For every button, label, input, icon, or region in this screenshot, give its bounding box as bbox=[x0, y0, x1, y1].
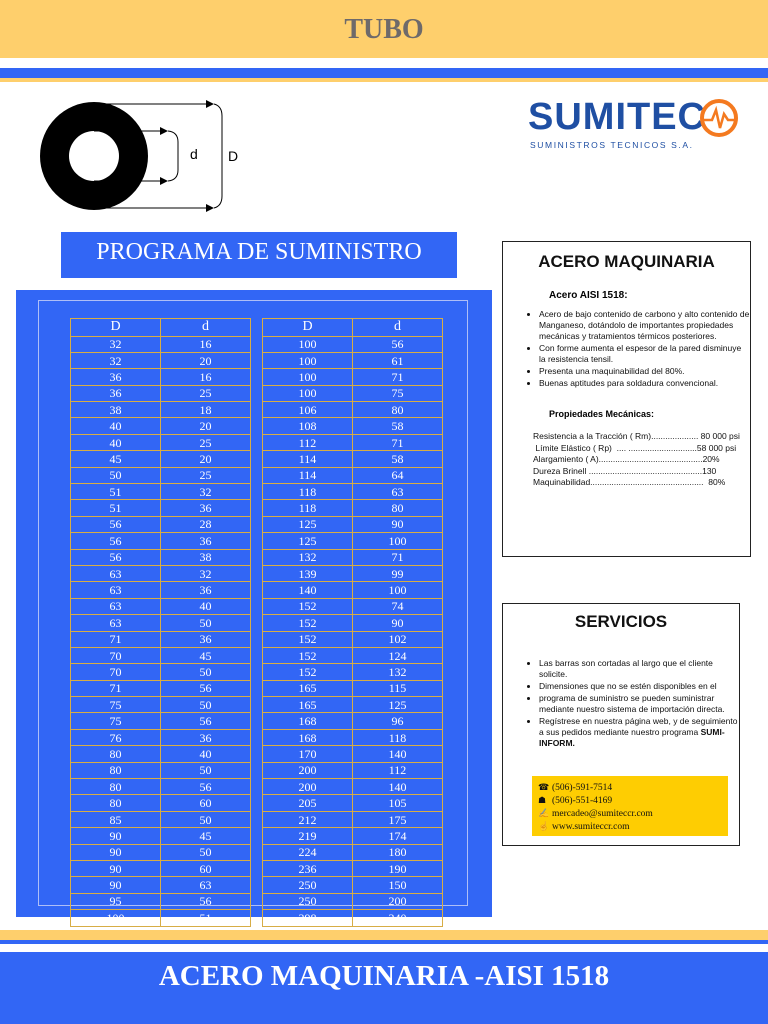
contact-row[interactable] bbox=[538, 821, 629, 832]
cell-inner-diameter: 25 bbox=[161, 467, 251, 483]
cell-inner-diameter: 58 bbox=[353, 451, 443, 467]
table-row bbox=[71, 385, 251, 401]
acero-bullet: • Buenas aptitudes para soldadura convencional. bbox=[539, 378, 750, 389]
cell-inner-diameter: 50 bbox=[161, 762, 251, 778]
cell-inner-diameter: 80 bbox=[353, 500, 443, 516]
cell-inner-diameter: 200 bbox=[353, 893, 443, 909]
cell-outer-diameter: 106 bbox=[263, 402, 353, 418]
cell-outer-diameter: 114 bbox=[263, 467, 353, 483]
cell-outer-diameter: 165 bbox=[263, 697, 353, 713]
cell-outer-diameter: 100 bbox=[263, 352, 353, 368]
cell-inner-diameter: 125 bbox=[353, 697, 443, 713]
table-row bbox=[71, 598, 251, 614]
cell-outer-diameter: 168 bbox=[263, 729, 353, 745]
cell-inner-diameter: 50 bbox=[161, 811, 251, 827]
table-row bbox=[71, 467, 251, 483]
table-row bbox=[71, 484, 251, 500]
cell-outer-diameter: 250 bbox=[263, 893, 353, 909]
cell-inner-diameter: 60 bbox=[161, 795, 251, 811]
table-row bbox=[263, 877, 443, 893]
props-title: Propiedades Mecánicas: bbox=[549, 409, 655, 419]
cell-inner-diameter: 56 bbox=[161, 779, 251, 795]
cell-outer-diameter: 90 bbox=[71, 828, 161, 844]
footer-stripe-gold bbox=[0, 930, 768, 940]
cell-inner-diameter: 20 bbox=[161, 352, 251, 368]
cell-inner-diameter: 36 bbox=[161, 631, 251, 647]
cell-inner-diameter: 40 bbox=[161, 746, 251, 762]
table-row bbox=[263, 369, 443, 385]
cell-outer-diameter: 100 bbox=[263, 385, 353, 401]
contact-text[interactable]: mercadeo@sumiteccr.com bbox=[552, 809, 653, 819]
acero-bullet: • Con forme aumenta el espesor de la pared disminuye la resistencia tensil. bbox=[539, 343, 750, 365]
table-row bbox=[263, 549, 443, 565]
cell-inner-diameter: 36 bbox=[161, 500, 251, 516]
property-row: Maquinabilidad................................................ 80% bbox=[533, 477, 726, 487]
cell-inner-diameter: 240 bbox=[353, 910, 443, 926]
table-row bbox=[71, 615, 251, 631]
cell-outer-diameter: 165 bbox=[263, 680, 353, 696]
cell-outer-diameter: 71 bbox=[71, 680, 161, 696]
table-row bbox=[71, 549, 251, 565]
contact-text: (506)-551-4169 bbox=[552, 796, 613, 806]
sumi-inform-label: SUMI-INFORM. bbox=[539, 727, 725, 748]
table-row bbox=[71, 779, 251, 795]
cell-outer-diameter: 85 bbox=[71, 811, 161, 827]
table-row bbox=[71, 500, 251, 516]
cell-inner-diameter: 132 bbox=[353, 664, 443, 680]
cell-outer-diameter: 152 bbox=[263, 631, 353, 647]
table-row bbox=[263, 631, 443, 647]
supply-table-right bbox=[262, 318, 443, 927]
table-row bbox=[71, 828, 251, 844]
table-row bbox=[71, 893, 251, 909]
table-row bbox=[263, 434, 443, 450]
acero-info-box bbox=[502, 241, 751, 557]
cell-outer-diameter: 152 bbox=[263, 647, 353, 663]
servicios-bullets bbox=[503, 658, 739, 749]
header-stripe-blue bbox=[0, 68, 768, 78]
cell-outer-diameter: 118 bbox=[263, 500, 353, 516]
cell-outer-diameter: 224 bbox=[263, 844, 353, 860]
web-icon: ☝ bbox=[538, 821, 550, 831]
cell-outer-diameter: 212 bbox=[263, 811, 353, 827]
cell-outer-diameter: 80 bbox=[71, 795, 161, 811]
cell-inner-diameter: 56 bbox=[161, 893, 251, 909]
props-list bbox=[533, 431, 750, 489]
table-row bbox=[263, 516, 443, 532]
table-row bbox=[263, 565, 443, 581]
mail-icon: ✍ bbox=[538, 808, 550, 818]
table-row bbox=[263, 336, 443, 352]
cell-inner-diameter: 50 bbox=[161, 664, 251, 680]
cell-outer-diameter: 36 bbox=[71, 385, 161, 401]
cell-outer-diameter: 168 bbox=[263, 713, 353, 729]
cell-outer-diameter: 45 bbox=[71, 451, 161, 467]
contact-row[interactable] bbox=[538, 808, 653, 819]
cell-outer-diameter: 108 bbox=[263, 418, 353, 434]
footer-stripe-blue bbox=[0, 940, 768, 944]
table-row bbox=[71, 565, 251, 581]
cell-inner-diameter: 38 bbox=[161, 549, 251, 565]
cell-inner-diameter: 99 bbox=[353, 565, 443, 581]
cell-outer-diameter: 32 bbox=[71, 336, 161, 352]
table-row bbox=[263, 762, 443, 778]
cell-outer-diameter: 200 bbox=[263, 762, 353, 778]
cell-inner-diameter: 36 bbox=[161, 533, 251, 549]
table-row bbox=[71, 369, 251, 385]
cell-inner-diameter: 16 bbox=[161, 369, 251, 385]
table-row bbox=[71, 533, 251, 549]
cell-inner-diameter: 58 bbox=[353, 418, 443, 434]
cell-outer-diameter: 70 bbox=[71, 647, 161, 663]
cell-outer-diameter: 40 bbox=[71, 434, 161, 450]
header-outer-diameter: D bbox=[71, 319, 161, 337]
table-row bbox=[71, 811, 251, 827]
table-row bbox=[71, 336, 251, 352]
header-inner-diameter: d bbox=[353, 319, 443, 337]
cell-inner-diameter: 71 bbox=[353, 434, 443, 450]
cell-inner-diameter: 75 bbox=[353, 385, 443, 401]
cell-outer-diameter: 114 bbox=[263, 451, 353, 467]
contact-box bbox=[532, 776, 728, 836]
table-row bbox=[263, 729, 443, 745]
table-row bbox=[263, 582, 443, 598]
contact-text: (506)-591-7514 bbox=[552, 783, 613, 793]
cell-inner-diameter: 100 bbox=[353, 582, 443, 598]
cell-outer-diameter: 219 bbox=[263, 828, 353, 844]
cell-inner-diameter: 40 bbox=[161, 598, 251, 614]
cell-inner-diameter: 71 bbox=[353, 549, 443, 565]
cell-inner-diameter: 124 bbox=[353, 647, 443, 663]
cell-inner-diameter: 51 bbox=[161, 910, 251, 926]
logo-pulse-icon bbox=[700, 98, 738, 138]
cell-outer-diameter: 236 bbox=[263, 861, 353, 877]
cell-outer-diameter: 100 bbox=[263, 336, 353, 352]
cell-outer-diameter: 139 bbox=[263, 565, 353, 581]
cell-outer-diameter: 205 bbox=[263, 795, 353, 811]
program-title: PROGRAMA DE SUMINISTRO bbox=[61, 232, 457, 278]
cell-outer-diameter: 152 bbox=[263, 664, 353, 680]
table-row bbox=[71, 647, 251, 663]
table-row bbox=[263, 467, 443, 483]
cell-inner-diameter: 96 bbox=[353, 713, 443, 729]
acero-title: ACERO MAQUINARIA bbox=[538, 252, 715, 271]
table-row bbox=[71, 451, 251, 467]
cell-outer-diameter: 250 bbox=[263, 877, 353, 893]
cell-outer-diameter: 80 bbox=[71, 779, 161, 795]
table-row bbox=[71, 762, 251, 778]
cell-inner-diameter: 45 bbox=[161, 647, 251, 663]
cell-inner-diameter: 90 bbox=[353, 615, 443, 631]
cell-outer-diameter: 170 bbox=[263, 746, 353, 762]
cell-inner-diameter: 50 bbox=[161, 844, 251, 860]
table-row bbox=[263, 418, 443, 434]
cell-inner-diameter: 36 bbox=[161, 729, 251, 745]
cell-inner-diameter: 80 bbox=[353, 402, 443, 418]
table-row bbox=[263, 795, 443, 811]
cell-outer-diameter: 112 bbox=[263, 434, 353, 450]
cell-inner-diameter: 63 bbox=[161, 877, 251, 893]
cell-inner-diameter: 20 bbox=[161, 451, 251, 467]
acero-bullet: • Acero de bajo contenido de carbono y alto contenido de Manganeso, dotándolo de importantes propiedades mecánicas y tratamientos térmicos posteriores. bbox=[539, 309, 750, 342]
cell-outer-diameter: 90 bbox=[71, 877, 161, 893]
contact-text[interactable]: www.sumiteccr.com bbox=[552, 822, 630, 832]
table-row bbox=[71, 631, 251, 647]
cell-outer-diameter: 140 bbox=[263, 582, 353, 598]
table-row bbox=[71, 713, 251, 729]
cell-inner-diameter: 25 bbox=[161, 385, 251, 401]
cell-outer-diameter: 298 bbox=[263, 910, 353, 926]
page-title: TUBO bbox=[344, 14, 424, 45]
table-row bbox=[263, 779, 443, 795]
table-row bbox=[263, 893, 443, 909]
acero-bullet: • Presenta una maquinabilidad del 80%. bbox=[539, 366, 750, 377]
table-row bbox=[71, 664, 251, 680]
cell-outer-diameter: 56 bbox=[71, 533, 161, 549]
table-row bbox=[263, 402, 443, 418]
cell-outer-diameter: 38 bbox=[71, 402, 161, 418]
cell-inner-diameter: 74 bbox=[353, 598, 443, 614]
property-row: Límite Elástico ( Rp) .... .............................58 000 psi bbox=[533, 442, 737, 453]
table-row bbox=[263, 910, 443, 926]
cell-inner-diameter: 61 bbox=[353, 352, 443, 368]
acero-subtitle: Acero AISI 1518: bbox=[549, 290, 628, 301]
cell-outer-diameter: 63 bbox=[71, 615, 161, 631]
cell-outer-diameter: 100 bbox=[263, 369, 353, 385]
cell-inner-diameter: 112 bbox=[353, 762, 443, 778]
table-row bbox=[71, 861, 251, 877]
table-row bbox=[71, 877, 251, 893]
table-row bbox=[71, 680, 251, 696]
property-row: Alargamiento ( A)............................................20% bbox=[533, 454, 720, 464]
table-row bbox=[263, 647, 443, 663]
cell-outer-diameter: 80 bbox=[71, 762, 161, 778]
cell-inner-diameter: 64 bbox=[353, 467, 443, 483]
cell-outer-diameter: 95 bbox=[71, 893, 161, 909]
sumitec-logo bbox=[528, 96, 738, 156]
cell-inner-diameter: 20 bbox=[161, 418, 251, 434]
table-row bbox=[263, 746, 443, 762]
cell-inner-diameter: 25 bbox=[161, 434, 251, 450]
cell-outer-diameter: 50 bbox=[71, 467, 161, 483]
servicio-bullet bbox=[539, 693, 739, 715]
cell-outer-diameter: 125 bbox=[263, 533, 353, 549]
table-row bbox=[263, 615, 443, 631]
fax-icon: ☗ bbox=[538, 795, 547, 805]
table-row bbox=[263, 385, 443, 401]
cell-inner-diameter: 63 bbox=[353, 484, 443, 500]
header-outer-diameter: D bbox=[263, 319, 353, 337]
cell-inner-diameter: 150 bbox=[353, 877, 443, 893]
cell-inner-diameter: 140 bbox=[353, 746, 443, 762]
cell-inner-diameter: 190 bbox=[353, 861, 443, 877]
table-row bbox=[263, 844, 443, 860]
cell-outer-diameter: 200 bbox=[263, 779, 353, 795]
table-row bbox=[263, 533, 443, 549]
table-row bbox=[263, 713, 443, 729]
cell-inner-diameter: 16 bbox=[161, 336, 251, 352]
cell-inner-diameter: 71 bbox=[353, 369, 443, 385]
table-row bbox=[71, 697, 251, 713]
cell-inner-diameter: 50 bbox=[161, 697, 251, 713]
cell-inner-diameter: 36 bbox=[161, 582, 251, 598]
table-row bbox=[71, 729, 251, 745]
inner-diameter-label: d bbox=[190, 146, 198, 162]
cell-outer-diameter: 152 bbox=[263, 598, 353, 614]
table-row bbox=[71, 434, 251, 450]
table-row bbox=[263, 697, 443, 713]
tube-diagram bbox=[28, 92, 260, 222]
cell-outer-diameter: 125 bbox=[263, 516, 353, 532]
cell-inner-diameter: 18 bbox=[161, 402, 251, 418]
cell-outer-diameter: 90 bbox=[71, 861, 161, 877]
cell-inner-diameter: 32 bbox=[161, 484, 251, 500]
cell-inner-diameter: 102 bbox=[353, 631, 443, 647]
cell-inner-diameter: 105 bbox=[353, 795, 443, 811]
cell-outer-diameter: 80 bbox=[71, 746, 161, 762]
cell-outer-diameter: 36 bbox=[71, 369, 161, 385]
cell-inner-diameter: 45 bbox=[161, 828, 251, 844]
cell-outer-diameter: 70 bbox=[71, 664, 161, 680]
cell-outer-diameter: 51 bbox=[71, 500, 161, 516]
cell-outer-diameter: 100 bbox=[71, 910, 161, 926]
servicio-bullet bbox=[539, 681, 739, 692]
cell-outer-diameter: 63 bbox=[71, 598, 161, 614]
cell-outer-diameter: 51 bbox=[71, 484, 161, 500]
table-row bbox=[263, 861, 443, 877]
cell-inner-diameter: 56 bbox=[353, 336, 443, 352]
supply-table-left bbox=[70, 318, 251, 927]
table-row bbox=[263, 598, 443, 614]
cell-inner-diameter: 180 bbox=[353, 844, 443, 860]
cell-inner-diameter: 32 bbox=[161, 565, 251, 581]
outer-diameter-label: D bbox=[228, 148, 239, 164]
cell-inner-diameter: 140 bbox=[353, 779, 443, 795]
cell-inner-diameter: 175 bbox=[353, 811, 443, 827]
property-row: Resistencia a la Tracción ( Rm).................... 80 000 psi bbox=[533, 431, 740, 441]
cell-inner-diameter: 90 bbox=[353, 516, 443, 532]
acero-bullets bbox=[503, 309, 750, 389]
table-row bbox=[71, 844, 251, 860]
header-stripe-gold bbox=[0, 78, 768, 82]
cell-outer-diameter: 56 bbox=[71, 516, 161, 532]
cell-outer-diameter: 118 bbox=[263, 484, 353, 500]
property-row: Dureza Brinell ................................................130 bbox=[533, 465, 717, 476]
logo-tagline: SUMINISTROS TECNICOS S.A. bbox=[530, 140, 694, 150]
cell-outer-diameter: 152 bbox=[263, 615, 353, 631]
cell-outer-diameter: 63 bbox=[71, 565, 161, 581]
footer-title: ACERO MAQUINARIA -AISI 1518 bbox=[158, 960, 610, 992]
table-row bbox=[263, 484, 443, 500]
contact-row bbox=[538, 795, 612, 806]
cell-outer-diameter: 71 bbox=[71, 631, 161, 647]
table-row bbox=[263, 828, 443, 844]
cell-inner-diameter: 50 bbox=[161, 615, 251, 631]
servicios-title: SERVICIOS bbox=[574, 612, 668, 631]
table-row bbox=[263, 680, 443, 696]
cell-inner-diameter: 174 bbox=[353, 828, 443, 844]
cell-outer-diameter: 75 bbox=[71, 713, 161, 729]
table-row bbox=[71, 795, 251, 811]
servicio-text: Dimensiones que no se estén disponibles en el bbox=[539, 681, 717, 691]
cell-inner-diameter: 115 bbox=[353, 680, 443, 696]
table-row bbox=[71, 418, 251, 434]
servicio-text: programa de suministro se pueden suministrar mediante nuestro sistema de importación directa. bbox=[539, 693, 725, 714]
cell-inner-diameter: 60 bbox=[161, 861, 251, 877]
table-row bbox=[71, 516, 251, 532]
table-row bbox=[71, 910, 251, 926]
logo-name: SUMITEC bbox=[528, 96, 706, 138]
cell-outer-diameter: 76 bbox=[71, 729, 161, 745]
servicio-text: Las barras son cortadas al largo que el cliente solicite. bbox=[539, 658, 713, 679]
cell-inner-diameter: 100 bbox=[353, 533, 443, 549]
contact-row bbox=[538, 782, 612, 793]
cell-outer-diameter: 63 bbox=[71, 582, 161, 598]
cell-outer-diameter: 32 bbox=[71, 352, 161, 368]
table-row bbox=[71, 352, 251, 368]
servicio-bullet bbox=[539, 716, 739, 749]
cell-outer-diameter: 75 bbox=[71, 697, 161, 713]
cell-inner-diameter: 118 bbox=[353, 729, 443, 745]
cell-outer-diameter: 40 bbox=[71, 418, 161, 434]
table-row bbox=[71, 402, 251, 418]
servicio-bullet bbox=[539, 658, 739, 680]
header-inner-diameter: d bbox=[161, 319, 251, 337]
cell-inner-diameter: 28 bbox=[161, 516, 251, 532]
phone-icon: ☎ bbox=[538, 782, 550, 792]
cell-inner-diameter: 56 bbox=[161, 680, 251, 696]
cell-outer-diameter: 132 bbox=[263, 549, 353, 565]
cell-inner-diameter: 56 bbox=[161, 713, 251, 729]
table-row bbox=[263, 811, 443, 827]
table-row bbox=[263, 500, 443, 516]
table-row bbox=[71, 746, 251, 762]
table-row bbox=[263, 451, 443, 467]
servicio-text: Regístrese en nuestra página web, y de seguimiento a sus pedidos mediante nuestro programa bbox=[539, 716, 738, 737]
table-row bbox=[263, 352, 443, 368]
table-row bbox=[71, 582, 251, 598]
cell-outer-diameter: 90 bbox=[71, 844, 161, 860]
cell-outer-diameter: 56 bbox=[71, 549, 161, 565]
table-row bbox=[263, 664, 443, 680]
